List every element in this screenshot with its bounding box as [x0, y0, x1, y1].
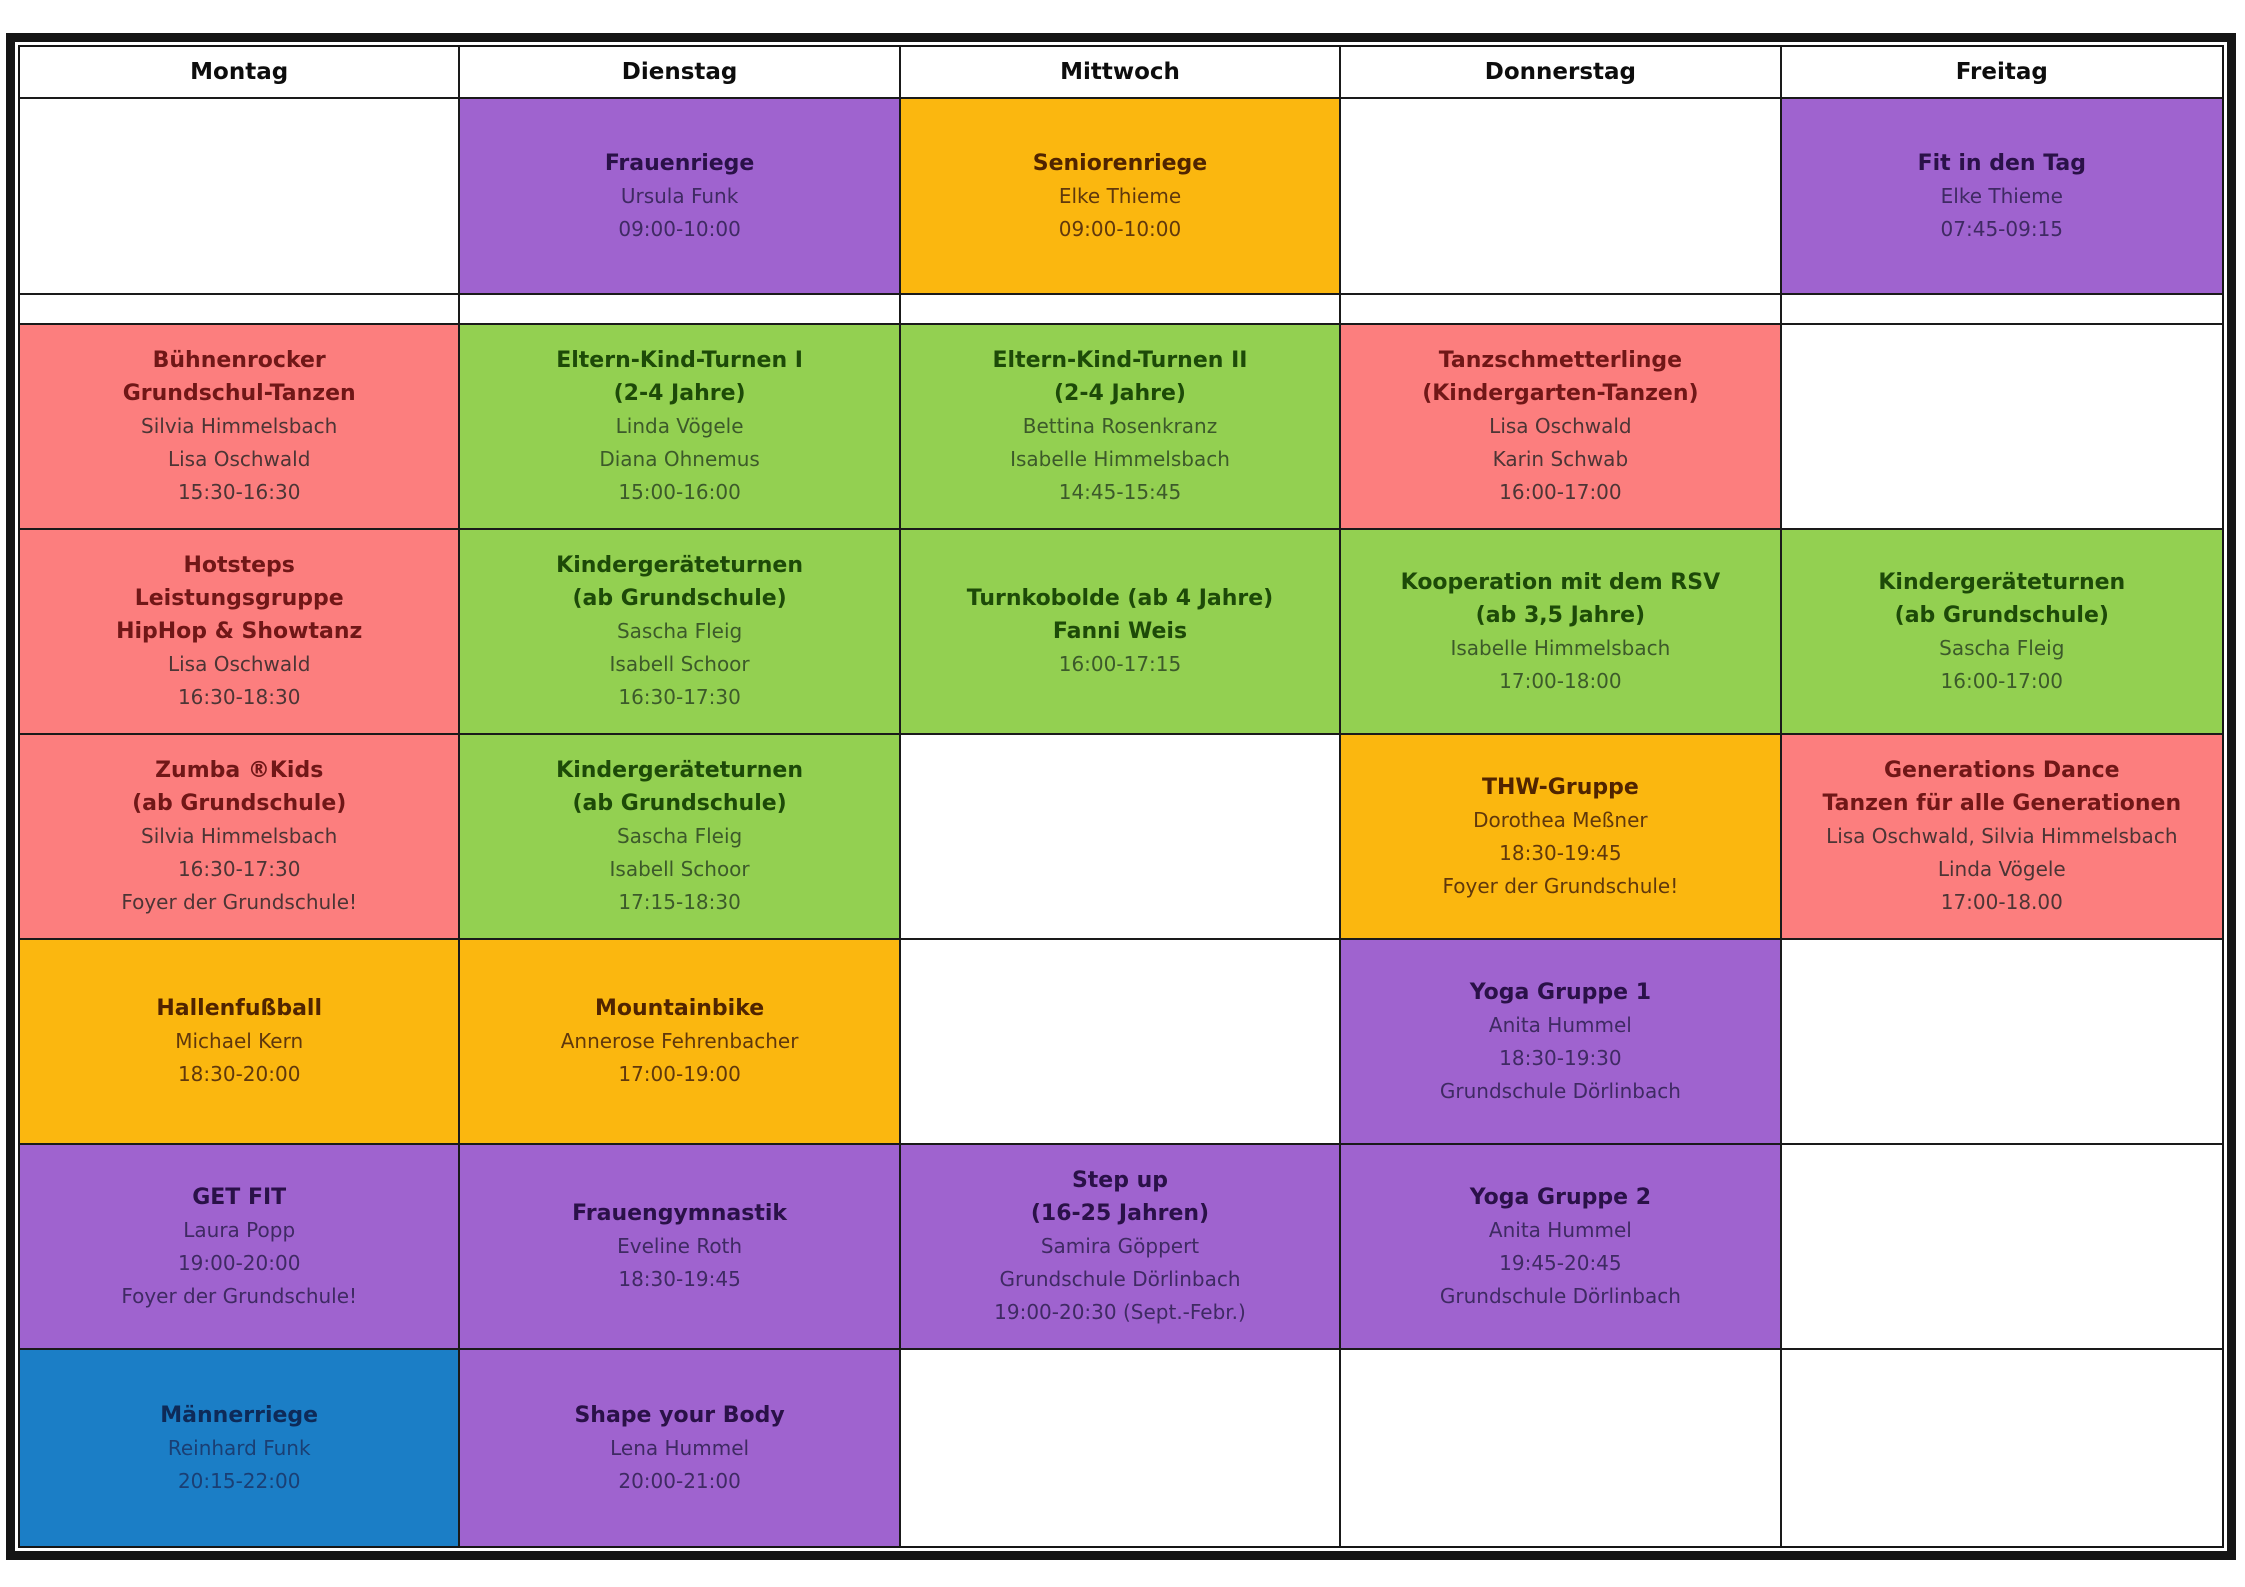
day-header-donnerstag: Donnerstag: [1341, 47, 1781, 99]
event-detail-line: 16:00-17:00: [1940, 668, 2064, 693]
event-detail-line: 16:30-17:30: [618, 685, 741, 709]
event-detail-line: 18:30-19:45: [1499, 840, 1622, 865]
event-title-line: Eltern-Kind-Turnen I: [556, 348, 803, 373]
event-detail-line: 15:00-16:00: [618, 480, 741, 504]
event-detail-line: 17:00-18:00: [1499, 668, 1622, 693]
event-detail-line: Linda Vögele: [615, 414, 744, 438]
day-header-mittwoch: Mittwoch: [901, 47, 1341, 99]
event-detail-line: Michael Kern: [175, 1029, 304, 1053]
event-detail-line: 09:00-10:00: [1058, 216, 1182, 241]
spacer-cell: [20, 295, 460, 325]
event-title-line: Zumba ®Kids: [155, 758, 324, 783]
event-title-line: Fanni Weis: [1052, 619, 1188, 644]
empty-cell: [1782, 1145, 2222, 1350]
event-cell: [1782, 530, 2222, 735]
event-cell: [20, 325, 460, 530]
event-detail-line: 07:45-09:15: [1940, 216, 2064, 241]
empty-cell: [1782, 1350, 2222, 1546]
event-cell: [1782, 99, 2222, 295]
event-detail-line: 17:00-19:00: [618, 1062, 741, 1086]
event-detail-line: 18:30-19:30: [1499, 1045, 1622, 1070]
event-title-line: Bühnenrocker: [152, 348, 326, 373]
day-header-montag: Montag: [20, 47, 460, 99]
event-detail-line: Anita Hummel: [1488, 1217, 1632, 1242]
event-title-line: Männerriege: [160, 1402, 319, 1428]
event-detail-line: 16:00-17:15: [1058, 652, 1182, 676]
event-detail-line: Elke Thieme: [1058, 183, 1182, 208]
event-title-line: Mountainbike: [595, 996, 765, 1021]
event-detail-line: Silvia Himmelsbach: [141, 824, 338, 848]
event-detail-line: Samira Göppert: [1040, 1234, 1200, 1258]
event-detail-line: 19:00-20:30 (Sept.-Febr.): [994, 1300, 1246, 1324]
event-cell: [460, 735, 900, 940]
event-title-line: Shape your Body: [574, 1402, 785, 1428]
empty-cell: [901, 940, 1341, 1145]
event-cell: [1782, 735, 2222, 940]
event-cell: [1341, 530, 1781, 735]
event-detail-line: 19:45-20:45: [1499, 1250, 1622, 1275]
event-detail-line: Isabelle Himmelsbach: [1010, 447, 1230, 471]
event-title-line: GET FIT: [192, 1184, 287, 1210]
event-detail-line: Diana Ohnemus: [599, 447, 760, 471]
event-title-line: (ab Grundschule): [572, 791, 787, 816]
event-title-line: Eltern-Kind-Turnen II: [992, 348, 1248, 373]
empty-cell: [1782, 940, 2222, 1145]
event-title-line: (2-4 Jahre): [1054, 381, 1186, 406]
event-detail-line: Lisa Oschwald: [167, 447, 311, 471]
event-detail-line: Foyer der Grundschule!: [121, 890, 358, 914]
event-detail-line: 15:30-16:30: [177, 480, 301, 504]
event-detail-line: Grundschule Dörlinbach: [1439, 1283, 1681, 1308]
event-detail-line: 17:00-18.00: [1940, 890, 2063, 914]
event-detail-line: Sascha Fleig: [1939, 635, 2065, 660]
empty-cell: [1341, 99, 1781, 295]
event-detail-line: 16:30-17:30: [177, 857, 301, 881]
event-detail-line: Elke Thieme: [1940, 183, 2063, 208]
event-detail-line: Foyer der Grundschule!: [121, 1283, 358, 1308]
event-title-line: Hotsteps: [183, 553, 295, 578]
event-cell: [20, 1350, 460, 1546]
event-cell: [1341, 1145, 1781, 1350]
event-detail-line: 18:30-19:45: [618, 1267, 741, 1291]
event-cell: [1341, 735, 1781, 940]
event-cell: [901, 325, 1341, 530]
event-title-line: (ab Grundschule): [1894, 602, 2109, 628]
event-detail-line: Karin Schwab: [1492, 447, 1629, 471]
event-title-line: Frauengymnastik: [572, 1201, 788, 1226]
event-cell: [20, 1145, 460, 1350]
event-detail-line: Lisa Oschwald, Silvia Himmelsbach: [1826, 824, 2178, 848]
event-detail-line: Dorothea Meßner: [1473, 807, 1648, 832]
event-title-line: Tanzschmetterlinge: [1438, 348, 1683, 373]
event-cell: [901, 530, 1341, 735]
event-detail-line: 16:00-17:00: [1499, 480, 1622, 504]
weekly-schedule-table: [20, 47, 2222, 1546]
event-title-line: THW-Gruppe: [1481, 774, 1639, 800]
empty-cell: [1782, 325, 2222, 530]
event-cell: [20, 530, 460, 735]
day-header-freitag: Freitag: [1782, 47, 2222, 99]
event-detail-line: 20:00-21:00: [618, 1468, 741, 1493]
event-title-line: Yoga Gruppe 2: [1469, 1184, 1651, 1210]
event-title-line: (2-4 Jahre): [613, 381, 746, 406]
empty-cell: [20, 99, 460, 295]
event-detail-line: Sascha Fleig: [616, 619, 743, 643]
spacer-cell: [1782, 295, 2222, 325]
event-detail-line: 20:15-22:00: [177, 1468, 301, 1493]
event-cell: [20, 940, 460, 1145]
event-detail-line: Isabell Schoor: [609, 857, 750, 881]
event-cell: [901, 1145, 1341, 1350]
event-detail-line: Isabell Schoor: [609, 652, 750, 676]
event-title-line: HipHop & Showtanz: [116, 619, 363, 644]
event-title-line: (ab Grundschule): [132, 791, 347, 816]
spacer-cell: [460, 295, 900, 325]
event-cell: [1341, 325, 1781, 530]
event-cell: [20, 735, 460, 940]
event-detail-line: Anita Hummel: [1488, 1012, 1632, 1037]
event-title-line: Seniorenriege: [1032, 150, 1208, 176]
event-detail-line: 14:45-15:45: [1058, 480, 1182, 504]
event-detail-line: Annerose Fehrenbacher: [560, 1029, 799, 1053]
event-detail-line: Linda Vögele: [1937, 857, 2066, 881]
event-title-line: Yoga Gruppe 1: [1469, 979, 1651, 1005]
event-detail-line: Reinhard Funk: [167, 1435, 311, 1460]
event-title-line: Leistungsgruppe: [134, 586, 344, 611]
event-detail-line: Lisa Oschwald: [1489, 414, 1632, 438]
event-title-line: Fit in den Tag: [1917, 150, 2086, 176]
event-detail-line: Silvia Himmelsbach: [141, 414, 338, 438]
event-title-line: Kindergeräteturnen: [556, 553, 804, 578]
event-cell: [1341, 940, 1781, 1145]
event-detail-line: Sascha Fleig: [616, 824, 743, 848]
event-cell: [460, 99, 900, 295]
event-detail-line: Isabelle Himmelsbach: [1450, 635, 1671, 660]
event-detail-line: Eveline Roth: [617, 1234, 743, 1258]
empty-cell: [901, 1350, 1341, 1546]
event-cell: [460, 1145, 900, 1350]
event-detail-line: Bettina Rosenkranz: [1022, 414, 1218, 438]
event-title-line: (16-25 Jahren): [1030, 1201, 1210, 1226]
spacer-cell: [901, 295, 1341, 325]
event-detail-line: Lisa Oschwald: [167, 652, 311, 676]
event-detail-line: Laura Popp: [183, 1217, 296, 1242]
schedule-inner-border: [18, 45, 2224, 1548]
event-title-line: (Kindergarten-Tanzen): [1422, 381, 1699, 406]
event-detail-line: 09:00-10:00: [618, 216, 741, 241]
event-title-line: (ab 3,5 Jahre): [1475, 602, 1646, 628]
event-title-line: Kindergeräteturnen: [1878, 569, 2126, 595]
empty-cell: [901, 735, 1341, 940]
event-title-line: Generations Dance: [1884, 758, 2120, 783]
event-cell: [460, 940, 900, 1145]
event-title-line: Grundschul-Tanzen: [122, 381, 356, 406]
schedule-frame: [6, 33, 2236, 1560]
event-cell: [460, 325, 900, 530]
empty-cell: [1341, 1350, 1781, 1546]
day-header-dienstag: Dienstag: [460, 47, 900, 99]
event-cell: [901, 99, 1341, 295]
event-detail-line: 18:30-20:00: [177, 1062, 301, 1086]
event-cell: [460, 1350, 900, 1546]
event-detail-line: Ursula Funk: [620, 183, 739, 208]
event-title-line: Turnkobolde (ab 4 Jahre): [966, 586, 1274, 611]
event-title-line: Kooperation mit dem RSV: [1400, 569, 1721, 595]
event-cell: [460, 530, 900, 735]
event-detail-line: Grundschule Dörlinbach: [999, 1267, 1241, 1291]
event-detail-line: 17:15-18:30: [618, 890, 741, 914]
event-title-line: Kindergeräteturnen: [556, 758, 804, 783]
event-detail-line: Foyer der Grundschule!: [1442, 873, 1679, 898]
event-detail-line: 19:00-20:00: [177, 1250, 301, 1275]
event-detail-line: 16:30-18:30: [177, 685, 301, 709]
event-detail-line: Grundschule Dörlinbach: [1439, 1078, 1681, 1103]
event-title-line: Tanzen für alle Generationen: [1822, 791, 2182, 816]
event-title-line: (ab Grundschule): [572, 586, 787, 611]
event-title-line: Hallenfußball: [156, 996, 323, 1021]
event-detail-line: Lena Hummel: [610, 1435, 750, 1460]
event-title-line: Frauenriege: [604, 150, 755, 176]
event-title-line: Step up: [1071, 1168, 1169, 1193]
spacer-cell: [1341, 295, 1781, 325]
